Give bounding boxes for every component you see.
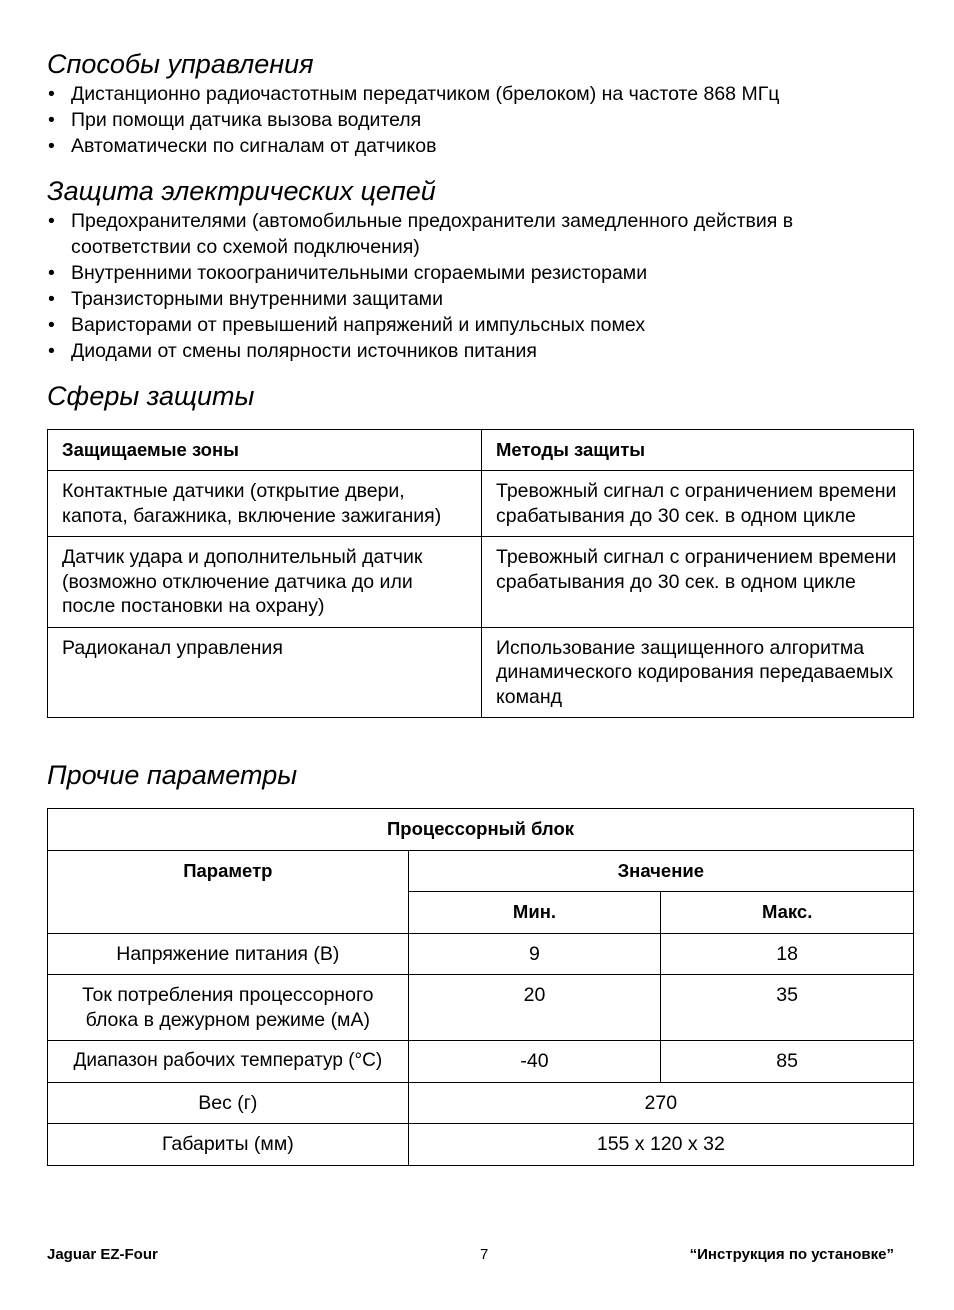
table-cell: -40 bbox=[408, 1041, 661, 1083]
column-header: Параметр bbox=[48, 850, 409, 933]
page-number: 7 bbox=[480, 1246, 489, 1263]
section-title-spheres: Сферы защиты bbox=[47, 381, 255, 411]
table-row bbox=[48, 537, 914, 628]
table-header-row bbox=[48, 850, 914, 892]
list-item: • Варисторами от превышений напряжений и импульсных помех bbox=[47, 312, 892, 338]
footer-product-name: Jaguar EZ-Four bbox=[47, 1246, 158, 1263]
table-row bbox=[48, 471, 914, 537]
control-list bbox=[47, 81, 914, 159]
table-row bbox=[48, 627, 914, 718]
footer-document-title: “Инструкция по установке” bbox=[689, 1246, 894, 1263]
section-title-control: Способы управления bbox=[47, 49, 314, 79]
table-row bbox=[48, 933, 914, 975]
table-cell: 18 bbox=[661, 933, 914, 975]
table-cell: 155 х 120 х 32 bbox=[408, 1124, 913, 1166]
table-cell: Напряжение питания (В) bbox=[48, 933, 409, 975]
table-row bbox=[48, 1124, 914, 1166]
table-cell: Габариты (мм) bbox=[48, 1124, 409, 1166]
list-item: • Внутренними токоограничительными сгораемыми резисторами bbox=[47, 260, 892, 286]
table-cell: Использование защищенного алгоритма динамического кодирования передаваемых команд bbox=[482, 627, 914, 718]
table-row bbox=[48, 1041, 914, 1083]
processor-unit-table bbox=[47, 808, 914, 1166]
section-title-other: Прочие параметры bbox=[47, 760, 298, 790]
table-title-row bbox=[48, 809, 914, 851]
table-cell: 85 bbox=[661, 1041, 914, 1083]
protection-zones-table bbox=[47, 429, 914, 718]
table-cell: 9 bbox=[408, 933, 661, 975]
table-row bbox=[48, 975, 914, 1041]
list-item: • Предохранителями (автомобильные предохранители замедленного действия в соответствии со схемой подключения) bbox=[47, 208, 892, 260]
table-cell: Вес (г) bbox=[48, 1082, 409, 1124]
list-item: • Дистанционно радиочастотным передатчиком (брелоком) на частоте 868 МГц bbox=[47, 81, 914, 107]
table-cell: 35 bbox=[661, 975, 914, 1041]
table-cell: Контактные датчики (открытие двери, капота, багажника, включение зажигания) bbox=[48, 471, 482, 537]
column-header: Мин. bbox=[408, 892, 661, 934]
table-cell: Диапазон рабочих температур (°С) bbox=[48, 1041, 409, 1083]
table-row bbox=[48, 1082, 914, 1124]
list-item: • Автоматически по сигналам от датчиков bbox=[47, 133, 914, 159]
circuit-protection-list bbox=[47, 208, 892, 364]
table-title: Процессорный блок bbox=[48, 809, 914, 851]
list-item: • Транзисторными внутренними защитами bbox=[47, 286, 892, 312]
column-header: Макс. bbox=[661, 892, 914, 934]
list-item: • При помощи датчика вызова водителя bbox=[47, 107, 914, 133]
column-header: Защищаемые зоны bbox=[48, 430, 482, 471]
table-cell: 270 bbox=[408, 1082, 913, 1124]
table-cell: Тревожный сигнал с ограничением времени срабатывания до 30 сек. в одном цикле bbox=[482, 471, 914, 537]
table-header-row bbox=[48, 430, 914, 471]
column-header: Методы защиты bbox=[482, 430, 914, 471]
column-header: Значение bbox=[408, 850, 913, 892]
section-title-circuit-protection: Защита электрических цепей bbox=[47, 176, 436, 206]
table-cell: Радиоканал управления bbox=[48, 627, 482, 718]
page-footer bbox=[47, 1246, 894, 1266]
list-item: • Диодами от смены полярности источников питания bbox=[47, 338, 892, 364]
table-cell: 20 bbox=[408, 975, 661, 1041]
table-cell: Тревожный сигнал с ограничением времени срабатывания до 30 сек. в одном цикле bbox=[482, 537, 914, 628]
table-cell: Датчик удара и дополнительный датчик (возможно отключение датчика до или после постановки на охрану) bbox=[48, 537, 482, 628]
table-cell: Ток потребления процессорного блока в дежурном режиме (мА) bbox=[48, 975, 409, 1041]
